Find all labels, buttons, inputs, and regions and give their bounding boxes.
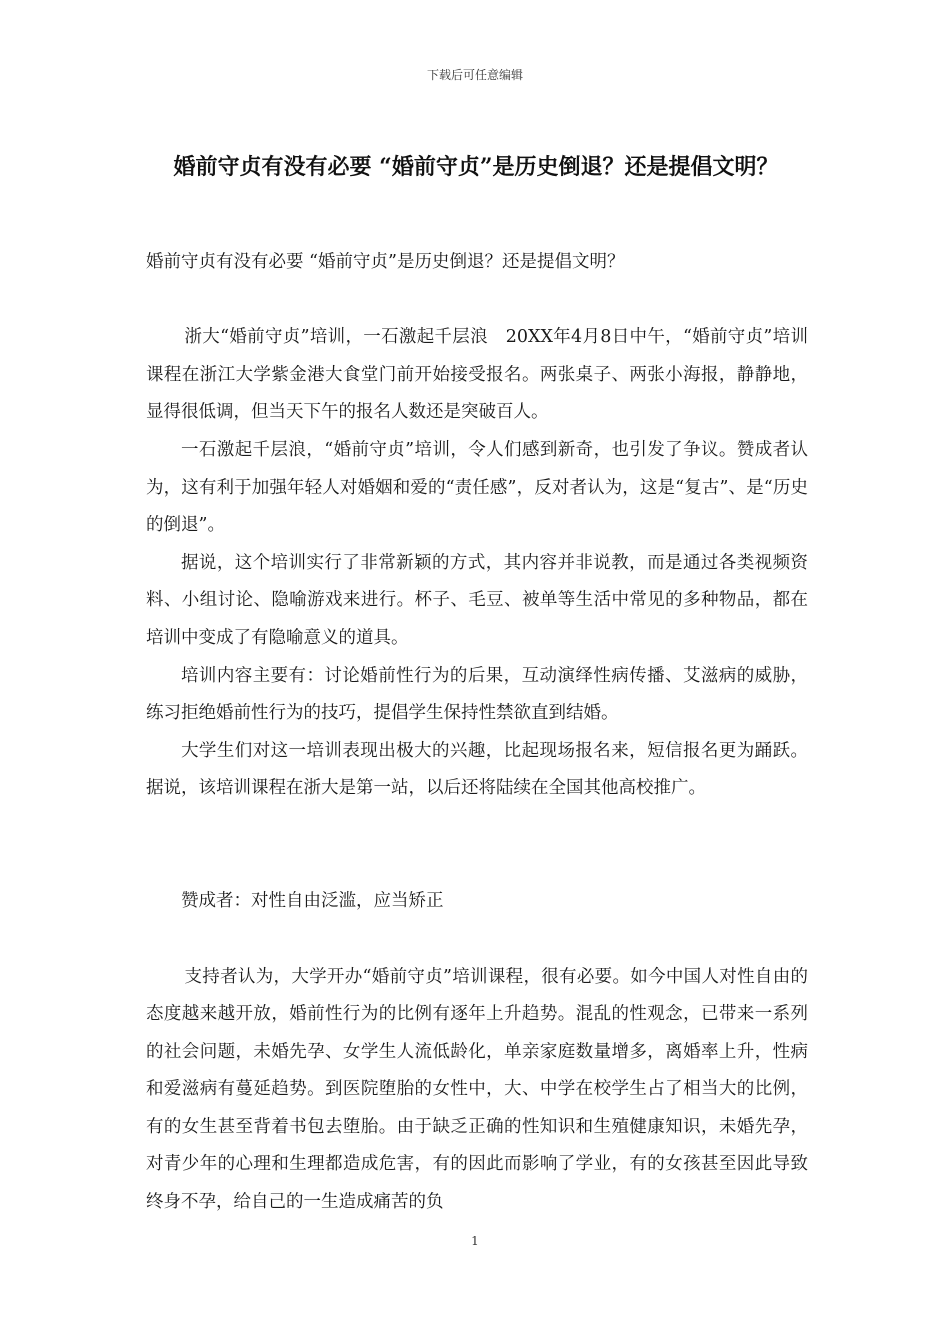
section-heading: 赞成者：对性自由泛滥，应当矫正 (181, 890, 444, 911)
body-paragraph: 培训内容主要有：讨论婚前性行为的后果，互动演绎性病传播、艾滋病的威胁，练习拒绝婚前性行为的技巧，提倡学生保持性禁欲直到结婚。 (146, 665, 808, 724)
document-body (146, 244, 808, 1222)
header-note: 下载后可任意编辑 (426, 68, 523, 82)
body-paragraph: 大学生们对这一培训表现出极大的兴趣，比起现场报名来，短信报名更为踊跃。据说，该培训课程在浙大是第一站，以后还将陆续在全国其他高校推广。 (146, 740, 808, 799)
body-paragraph: 支持者认为，大学开办“婚前守贞”培训课程，很有必要。如今中国人对性自由的态度越来越开放，婚前性行为的比例有逐年上升趋势。混乱的性观念，已带来一系列的社会问题，未婚先孕、女学生人流低龄化，单亲家庭数量增多，离婚率上升，性病和爱滋病有蔓延趋势。到医院堕胎的女性中，大、中学在校学生占了相当大的比例，有的女生甚至背着书包去堕胎。由于缺乏正确的性知识和生殖健康知识，未婚先孕，对青少年的心理和生理都造成危害，有的因此而影响了学业，有的女孩甚至因此导致终身不孕，给自己的一生造成痛苦的负 (146, 966, 808, 1213)
document-subtitle: 婚前守贞有没有必要 “婚前守贞”是历史倒退？还是提倡文明？ (146, 252, 625, 272)
document-title: 婚前守贞有没有必要 “婚前守贞”是历史倒退？还是提倡文明？ (173, 154, 779, 180)
body-paragraph: 据说，这个培训实行了非常新颖的方式，其内容并非说教，而是通过各类视频资料、小组讨论、隐喻游戏来进行。杯子、毛豆、被单等生活中常见的多种物品，都在培训中变成了有隐喻意义的道具。 (146, 552, 808, 648)
body-paragraph: 浙大“婚前守贞”培训，一石激起千层浪 20XX年4月8日中午，“婚前守贞”培训课程在浙江大学紫金港大食堂门前开始接受报名。两张桌子、两张小海报，静静地，显得很低调，但当天下午的报名人数还是突破百人。 (146, 327, 808, 423)
page-number: 1 (471, 1234, 479, 1248)
body-paragraph: 一石激起千层浪，“婚前守贞”培训，令人们感到新奇，也引发了争议。赞成者认为，这有利于加强年轻人对婚姻和爱的“责任感”，反对者认为，这是“复古”、是“历史的倒退”。 (146, 439, 808, 536)
